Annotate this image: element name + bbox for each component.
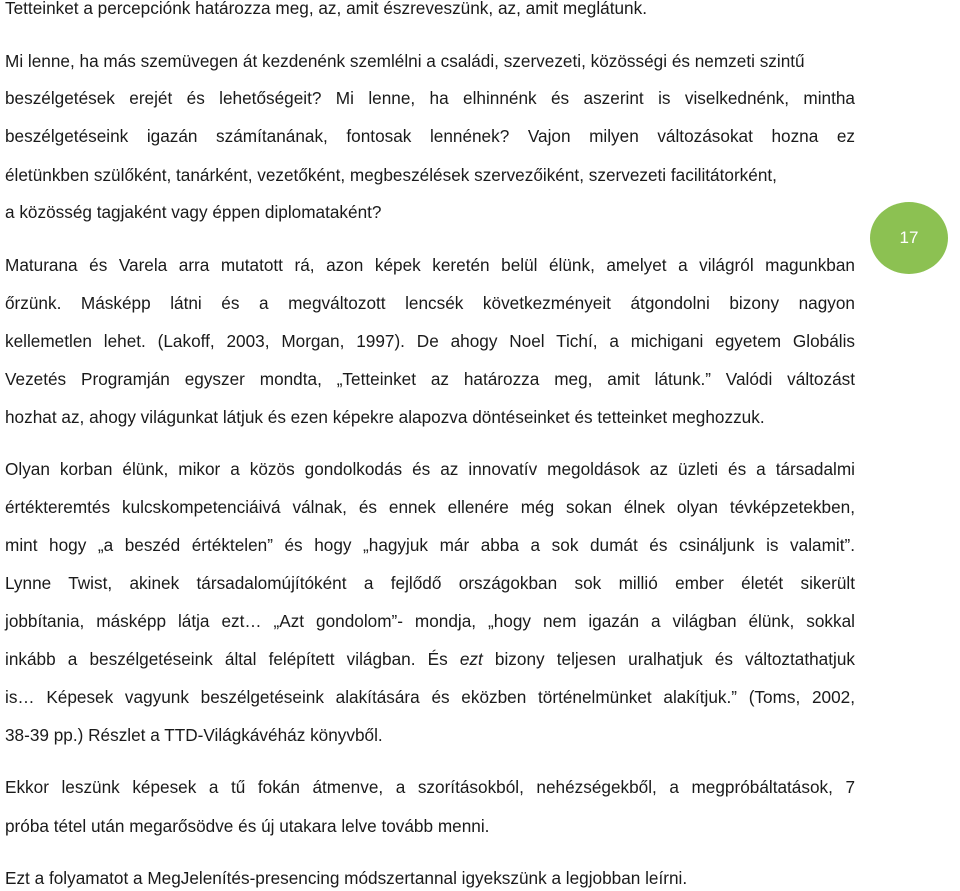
text-line: Olyan korban élünk, mikor a közös gondolkodás és az innovatív megoldások az üzleti és a társadalmi [5,459,855,479]
text-line: jobbítania, másképp látja ezt… „Azt gondolom”- mondja, „hogy nem igazán a világban élünk, sokkal [5,611,855,631]
text-line: Vezetés Programján egyszer mondta, „Tetteinket az határozza meg, amit látunk.” Valódi változást [5,369,855,389]
text-segment: inkább a beszélgetéseink által felépített világban. [5,649,428,669]
text-line-with-emphasis [5,648,855,670]
text-line: őrzünk. Másképp látni és a megváltozott lencsék következményeit átgondolni bizony nagyon [5,293,855,313]
text-line: Mi lenne, ha más szemüvegen át kezdenénk szemlélni a családi, szervezeti, közösségi és nemzeti szintű [5,51,805,71]
text-line: beszélgetések erejét és lehetőségeit? Mi lenne, ha elhinnénk és aszerint is viselkednénk, mintha [5,88,855,108]
text-line: a közösség tagjaként vagy éppen diplomataként? [5,202,382,222]
page-number: 17 [899,228,919,247]
text-line: életünkben szülőként, tanárként, vezetőként, megbeszélések szervezőiként, szervezeti facilitátorként, [5,165,777,185]
text-line: próba tétel után megarősödve és új utakara lelve tovább menni. [5,816,490,836]
text-line: is… Képesek vagyunk beszélgetéseink alakítására és eközben történelmünket alakítjuk.” (Toms, 2002, [5,687,855,707]
text-line: mint hogy „a beszéd értéktelen” és hogy „hagyjuk már abba a sok dumát és csináljunk is valamit”. [5,535,855,555]
text-line: értékteremtés kulcskompetenciáivá válnak, és ennek ellenére még sokan élnek olyan tévképzetekben, [5,497,855,517]
text-line: Lynne Twist, akinek társadalomújítóként a fejlődő országokban sok millió ember életét sikerült [5,573,855,593]
text-line: hozhat az, ahogy világunkat látjuk és ezen képekre alapozva döntéseinket és tetteinket meghozzuk. [5,407,765,427]
page-number-badge [870,202,948,274]
text-line: beszélgetéseink igazán számítanának, fontosak lennének? Vajon milyen változásokat hozna ez [5,126,855,146]
text-segment: És [427,649,460,669]
text-line: kellemetlen lehet. (Lakoff, 2003, Morgan, 1997). De ahogy Noel Tichí, a michigani egyetem Globális [5,331,855,351]
text-line: Ezt a folyamatot a MegJelenítés-presencing módszertannal igyekszünk a legjobban leírni. [5,868,688,888]
text-line: Ekkor leszünk képesek a tű fokán átmenve, a szorításokból, nehézségekből, a megpróbáltatások, 7 [5,777,855,797]
emphasized-word: ezt [459,649,483,669]
text-line-intro: Tetteinket a percepciónk határozza meg, az, amit észreveszünk, az, amit meglátunk. [5,0,647,18]
text-line: 38-39 pp.) Részlet a TTD-Világkávéház könyvből. [5,725,383,745]
text-segment: bizony teljesen uralhatjuk és változtathatjuk [482,649,855,669]
text-line: Maturana és Varela arra mutatott rá, azon képek keretén belül élünk, amelyet a világról magunkban [5,255,855,275]
